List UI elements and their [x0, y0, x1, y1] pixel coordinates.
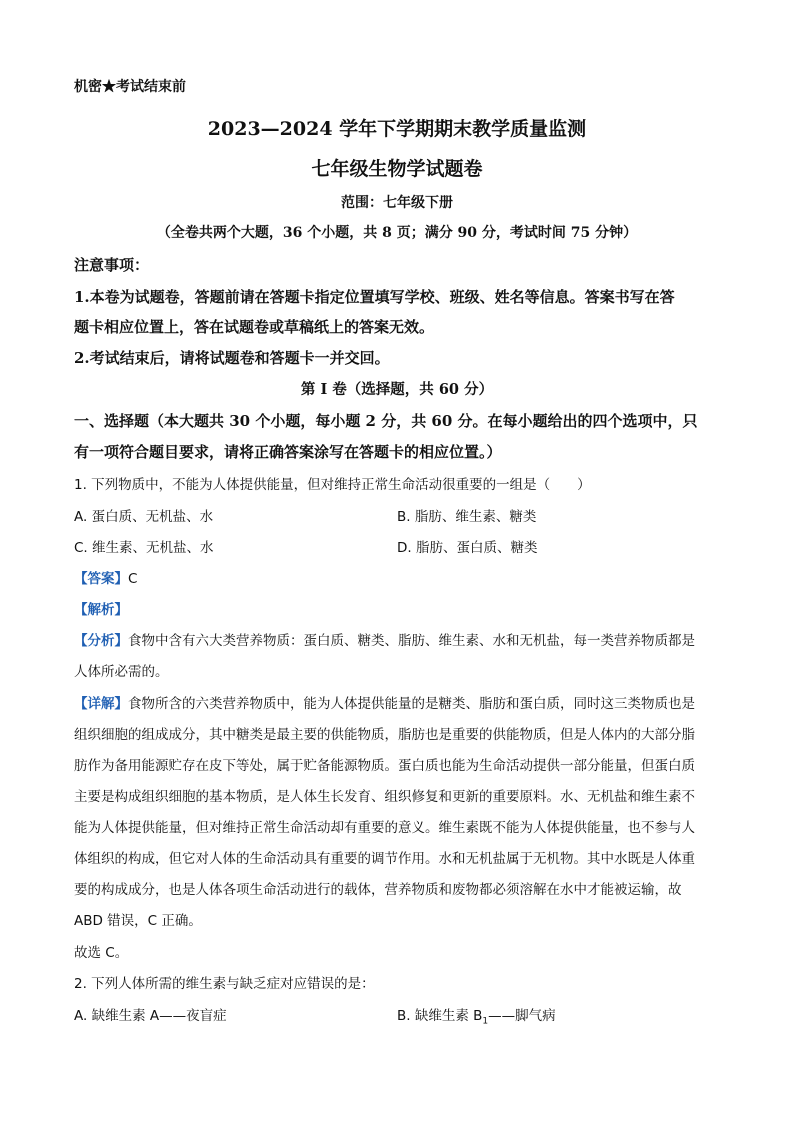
q1-analysis-row — [74, 598, 722, 618]
q1-option-d: D. 脂肪、蛋白质、糖类 — [397, 540, 538, 556]
q1-detail-line1 — [74, 692, 722, 712]
exam-scope: 范围：七年级下册 — [341, 195, 453, 211]
q1-fenxi-line1 — [74, 629, 722, 649]
part1-heading: 第 I 卷（选择题，共 60 分） — [300, 381, 494, 398]
detail-text-1: 食物所含的六类营养物质中，能为人体提供能量的是糖类、脂肪和蛋白质，同时这三类物质也是 — [128, 696, 695, 712]
confidential-label: 机密★考试结束前 — [74, 79, 186, 95]
q1-detail-line5: 能为人体提供能量，但对维持正常生命活动却有重要的意义。维生素既不能为人体提供能量，也不参与人 — [74, 820, 695, 836]
exam-info: （全卷共两个大题，36 个小题，共 8 页；满分 90 分，考试时间 75 分钟） — [156, 225, 638, 241]
q2-option-b-pre: B. 缺维生素 B — [397, 1008, 483, 1024]
analysis-tag: 【解析】 — [74, 602, 128, 618]
section-instruction-line1: 一、选择题（本大题共 30 个小题，每小题 2 分，共 60 分。在每小题给出的四个选项中，只 — [74, 412, 698, 430]
q1-option-a: A. 蛋白质、无机盐、水 — [74, 509, 214, 525]
q1-detail-line6: 体组织的构成，但它对人体的生命活动具有重要的调节作用。水和无机盐属于无机物。其中水既是人体重 — [74, 851, 695, 867]
notice-item1-line1: 1.本卷为试题卷，答题前请在答题卡指定位置填写学校、班级、姓名等信息。答案书写在答 — [74, 288, 675, 306]
q1-option-b: B. 脂肪、维生素、糖类 — [397, 509, 537, 525]
notice-item2: 2.考试结束后，请将试题卷和答题卡一并交回。 — [74, 349, 390, 367]
q1-fenxi-line2: 人体所必需的。 — [74, 664, 169, 680]
q1-option-c: C. 维生素、无机盐、水 — [74, 540, 214, 556]
detail-tag: 【详解】 — [74, 696, 128, 712]
q2-option-b-sub: 1 — [482, 1016, 489, 1027]
q2-option-b — [397, 1004, 556, 1027]
notice-item1-line2: 题卡相应位置上，答在试题卷或草稿纸上的答案无效。 — [74, 318, 435, 336]
answer-tag: 【答案】 — [74, 571, 128, 587]
notice-heading: 注意事项： — [74, 256, 150, 274]
section-instruction-line2: 有一项符合题目要求，请将正确答案涂写在答题卡的相应位置。） — [74, 443, 502, 461]
q1-answer-row — [74, 567, 722, 587]
q1-conclusion: 故选 C。 — [74, 945, 129, 961]
q1-detail-line4: 主要是构成组织细胞的基本物质，是人体生长发育、组织修复和更新的重要原料。水、无机盐和维生素不 — [74, 789, 695, 805]
q1-answer-value: C — [128, 571, 138, 587]
q1-detail-line7: 要的构成成分，也是人体各项生命活动进行的载体，营养物质和废物都必须溶解在水中才能被运输，故 — [74, 882, 682, 898]
q2-stem: 2. 下列人体所需的维生素与缺乏症对应错误的是： — [74, 976, 375, 992]
q1-detail-line3: 肪作为备用能源贮存在皮下等处，属于贮备能源物质。蛋白质也能为生命活动提供一部分能量，但蛋白质 — [74, 758, 695, 774]
q1-detail-line2: 组织细胞的组成成分，其中糖类是最主要的供能物质，脂肪也是重要的供能物质，但是人体内的大部分脂 — [74, 727, 695, 743]
q2-option-a: A. 缺维生素 A——夜盲症 — [74, 1008, 227, 1024]
q1-detail-line8: ABD 错误，C 正确。 — [74, 913, 202, 929]
exam-title-line2: 七年级生物学试题卷 — [311, 158, 483, 180]
exam-title-line1: 2023—2024 学年下学期期末教学质量监测 — [207, 118, 587, 140]
q1-stem: 1. 下列物质中，不能为人体提供能量，但对维持正常生命活动很重要的一组是（ ） — [74, 477, 591, 493]
q2-option-b-post: ——脚气病 — [488, 1008, 556, 1024]
fenxi-tag: 【分析】 — [74, 633, 128, 649]
fenxi-text-1: 食物中含有六大类营养物质：蛋白质、糖类、脂肪、维生素、水和无机盐，每一类营养物质都是 — [128, 633, 695, 649]
